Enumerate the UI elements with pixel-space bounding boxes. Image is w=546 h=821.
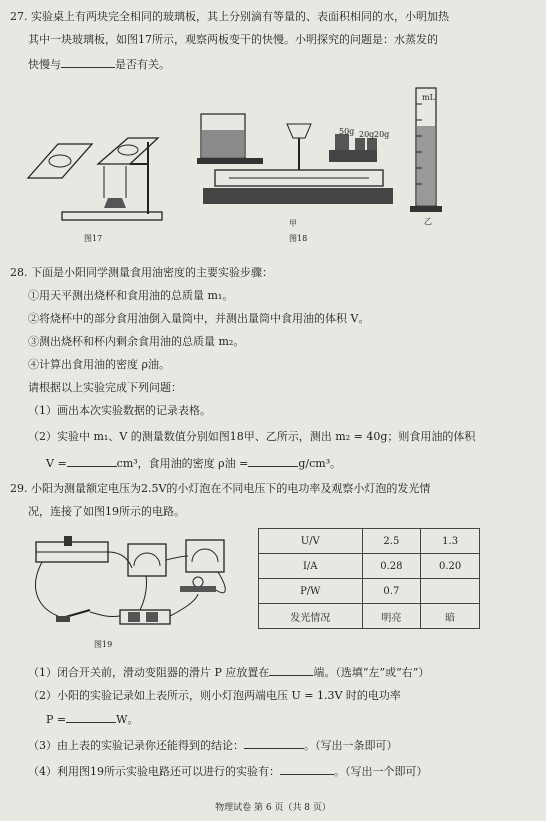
q28-part2-answers: V = cm³，食用油的密度 ρ油 = g/cm³。 [46,457,342,470]
q27-line3: 快慢与 是否有关。 [28,58,170,71]
fig18-label-yi: 乙 [424,217,432,226]
q29-power-blank[interactable] [66,711,116,723]
fig18-label-jia: 甲 [289,219,297,228]
q28-density-blank[interactable] [248,455,298,467]
fig17-caption: 图17 [84,234,103,243]
q28-step3: ③测出烧杯和杯内剩余食用油的总质量 m₂。 [28,335,245,348]
table-cell: 1.3 [421,529,480,554]
q29-line2: 况，连接了如图19所示的电路。 [28,505,185,518]
table-cell: 0.20 [421,554,480,579]
fig19-caption: 图19 [94,640,113,649]
table-cell: 明亮 [362,604,421,629]
q28-step1: ①用天平测出烧杯和食用油的总质量 m₁。 [28,289,234,302]
weight-20g-a: 20g [359,130,375,139]
q29-part2-answer: P = W。 [46,713,139,726]
table-cell: P/W [259,579,363,604]
q28-request: 请根据以上实验完成下列问题： [28,381,182,394]
figure-18-cylinder [408,84,444,216]
table-cell: I/A [259,554,363,579]
table-row [259,579,480,604]
figure-19-circuit [28,528,238,640]
cylinder-unit: mL [422,93,435,102]
q29-slider-end-blank[interactable] [269,664,313,676]
table-cell[interactable] [421,579,480,604]
q29-experiment-blank[interactable] [280,763,334,775]
q29-part1: （1）闭合开关前，滑动变阻器的滑片 P 应放置在 端。（选填“左”或“右”） [28,666,430,679]
table-row [259,604,480,629]
q28-step2: ②将烧杯中的部分食用油倒入量筒中，并测出量筒中食用油的体积 V。 [28,312,370,325]
table-cell: 0.28 [362,554,421,579]
table-cell: 0.7 [362,579,421,604]
q28-part2: （2）实验中 m₁、V 的测量数值分别如图18甲、乙所示，测出 m₂ = 40g；则食用油的体积 [28,430,476,443]
table-cell: 发光情况 [259,604,363,629]
weight-20g-b: 20g [374,130,390,139]
q28-step4: ④计算出食用油的密度 ρ油。 [28,358,170,371]
weight-50g: 50g [339,127,355,136]
q28-volume-blank[interactable] [67,455,117,467]
measurement-table [258,528,480,629]
q29-part2: （2）小阳的实验记录如上表所示，则小灯泡两端电压 U = 1.3V 时的电功率 [28,689,401,702]
q29-part3: （3）由上表的实验记录你还能得到的结论： 。（写出一条即可） [28,739,398,752]
q28-part1: （1）画出本次实验数据的记录表格。 [28,404,211,417]
table-row [259,554,480,579]
table-cell: 暗 [421,604,480,629]
table-cell: 2.5 [362,529,421,554]
figure-17 [22,128,172,226]
q27-line2: 其中一块玻璃板，如图17所示，观察两板变干的快慢。小明探究的问题是：水蒸发的 [28,33,438,46]
fig18-caption: 图18 [289,234,308,243]
q28-line1: 28. 下面是小阳同学测量食用油密度的主要实验步骤： [10,266,273,279]
table-row [259,529,480,554]
figure-18-balance [195,112,395,212]
page-footer: 物理试卷 第 6 页（共 8 页） [215,803,331,813]
q27-answer-blank[interactable] [61,56,115,68]
q29-conclusion-blank[interactable] [244,737,304,749]
table-cell: U/V [259,529,363,554]
q29-line1: 29. 小阳为测量额定电压为2.5V的小灯泡在不同电压下的电功率及观察小灯泡的发光情 [10,482,431,495]
q29-part4: （4）利用图19所示实验电路还可以进行的实验有： 。（写出一个即可） [28,765,428,778]
q27-line1: 27. 实验桌上有两块完全相同的玻璃板，其上分别滴有等量的、表面积相同的水，小明加热 [10,10,449,23]
